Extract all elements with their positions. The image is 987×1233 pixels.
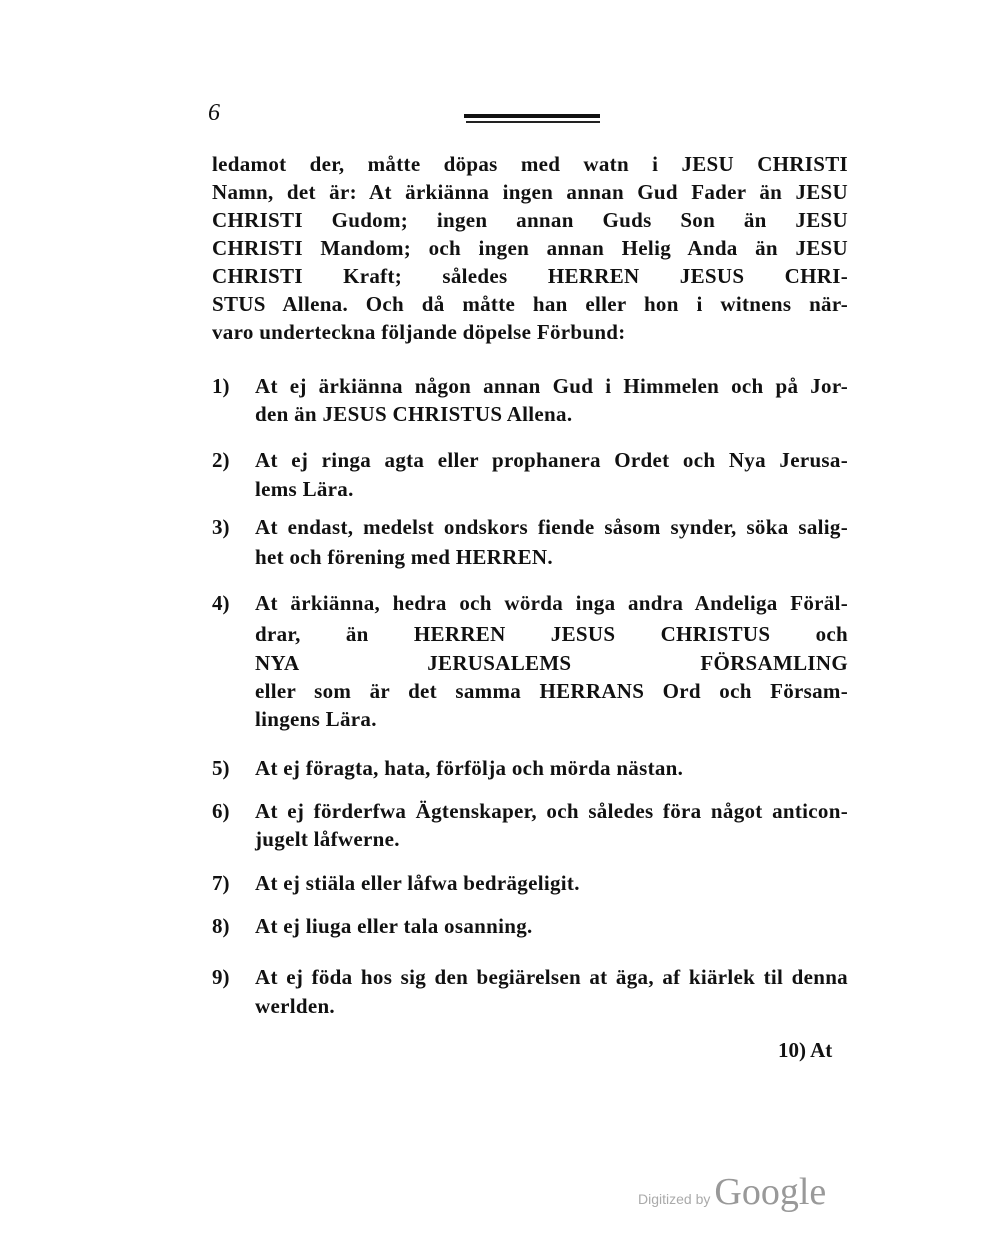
item-number: 8): [212, 914, 230, 938]
item-text-line: lems Lära.: [255, 477, 354, 501]
text-line: CHRISTI Mandom; och ingen annan Helig Anda än JESU: [212, 236, 848, 260]
text-line: Namn, det är: At ärkiänna ingen annan Gud Fader än JESU: [212, 180, 848, 204]
text-line: CHRISTI Gudom; ingen annan Guds Son än JESU: [212, 208, 848, 232]
catchword: 10) At: [778, 1038, 833, 1062]
item-text-line: At ej förderfwa Ägtenskaper, och således föra något anticon-: [255, 799, 848, 823]
item-number: 7): [212, 871, 230, 895]
item-text-line: At ej ringa agta eller prophanera Ordet och Nya Jerusa-: [255, 448, 848, 472]
item-text-line: eller som är det samma HERRANS Ord och Försam-: [255, 679, 848, 703]
text-line: CHRISTI Kraft; således HERREN JESUS CHRI-: [212, 264, 848, 288]
item-number: 1): [212, 374, 230, 398]
text-line: varo underteckna följande döpelse Förbund:: [212, 320, 626, 344]
text-line: STUS Allena. Och då måtte han eller hon i witnens när-: [212, 292, 848, 316]
item-text-line: At ej liuga eller tala osanning.: [255, 914, 533, 938]
item-text-line: lingens Lära.: [255, 707, 377, 731]
item-text-line: At ärkiänna, hedra och wörda inga andra Andeliga Föräl-: [255, 591, 848, 615]
item-number: 9): [212, 965, 230, 989]
header-rule-thin: [466, 121, 600, 123]
item-text-line: NYA JERUSALEMS FÖRSAMLING: [255, 651, 848, 675]
text-line: ledamot der, måtte döpas med watn i JESU CHRISTI: [212, 152, 848, 176]
google-logo: Google: [714, 1171, 827, 1213]
page-number: 6: [208, 100, 220, 126]
item-text-line: At ej föragta, hata, förfölja och mörda nästan.: [255, 756, 684, 780]
item-text-line: den än JESUS CHRISTUS Allena.: [255, 402, 573, 426]
header-rule: [464, 114, 600, 118]
item-text-line: het och förening med HERREN.: [255, 545, 553, 569]
item-text-line: At ej ärkiänna någon annan Gud i Himmelen och på Jor-: [255, 374, 848, 398]
watermark: [638, 1170, 826, 1214]
item-text-line: At ej föda hos sig den begiärelsen at äga, af kiärlek til denna: [255, 965, 848, 989]
item-number: 3): [212, 515, 230, 539]
item-text-line: jugelt låfwerne.: [255, 827, 400, 851]
item-number: 6): [212, 799, 230, 823]
item-text-line: At endast, medelst ondskors fiende såsom synder, söka salig-: [255, 515, 848, 539]
item-text-line: At ej stiäla eller låfwa bedrägeligit.: [255, 871, 580, 895]
item-number: 2): [212, 448, 230, 472]
watermark-prefix: Digitized by: [638, 1191, 711, 1207]
item-number: 5): [212, 756, 230, 780]
item-text-line: werlden.: [255, 994, 335, 1018]
item-text-line: drar, än HERREN JESUS CHRISTUS och: [255, 622, 848, 646]
item-number: 4): [212, 591, 230, 615]
